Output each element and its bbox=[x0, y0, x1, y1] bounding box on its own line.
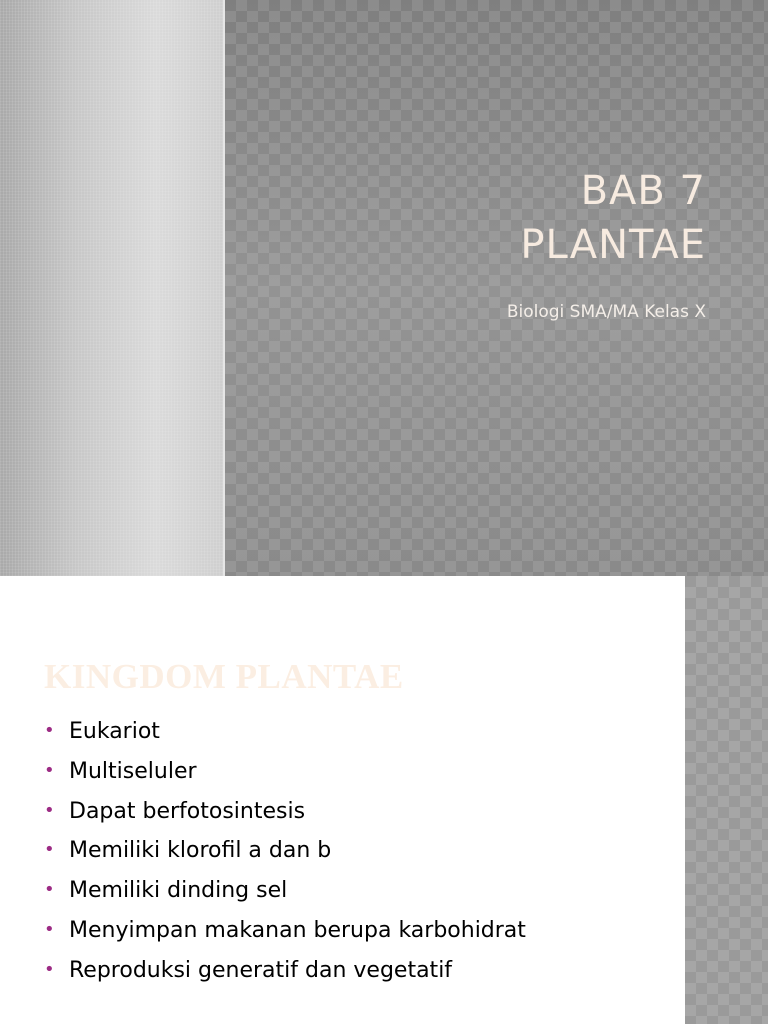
list-item-text: Memiliki klorofil a dan b bbox=[69, 838, 332, 864]
content-slide bbox=[0, 576, 768, 1024]
list-item bbox=[44, 714, 526, 754]
list-item-text: Multiseluler bbox=[69, 758, 197, 784]
bullet-icon: • bbox=[44, 958, 55, 980]
list-item bbox=[44, 833, 526, 873]
list-item bbox=[44, 873, 526, 913]
bullet-icon: • bbox=[44, 839, 55, 861]
right-patterned-strip bbox=[685, 576, 768, 1024]
slide-title-line-2: PLANTAE bbox=[520, 222, 706, 268]
slide-subtitle: Biologi SMA/MA Kelas X bbox=[506, 302, 706, 322]
right-patterned-panel bbox=[225, 0, 768, 576]
bullet-icon: • bbox=[44, 720, 55, 741]
list-item-text: Eukariot bbox=[69, 719, 160, 744]
bullet-icon: • bbox=[44, 799, 55, 821]
list-item bbox=[44, 754, 526, 794]
slide-title bbox=[286, 164, 706, 272]
list-item bbox=[44, 913, 526, 953]
bullet-icon: • bbox=[44, 759, 55, 781]
list-item bbox=[44, 794, 526, 834]
list-item-text: Menyimpan makanan berupa karbohidrat bbox=[69, 917, 526, 943]
bullet-icon: • bbox=[44, 918, 55, 940]
bullet-icon: • bbox=[44, 879, 55, 901]
slide-title-line-1: BAB 7 bbox=[580, 168, 706, 214]
content-heading: KINGDOM PLANTAE bbox=[44, 657, 404, 696]
bullet-list bbox=[44, 714, 526, 993]
list-item bbox=[44, 953, 526, 993]
left-decorative-panel bbox=[0, 0, 223, 576]
list-item-text: Memiliki dinding sel bbox=[69, 878, 288, 904]
list-item-text: Reproduksi generatif dan vegetatif bbox=[69, 957, 453, 983]
list-item-text: Dapat berfotosintesis bbox=[69, 798, 306, 824]
